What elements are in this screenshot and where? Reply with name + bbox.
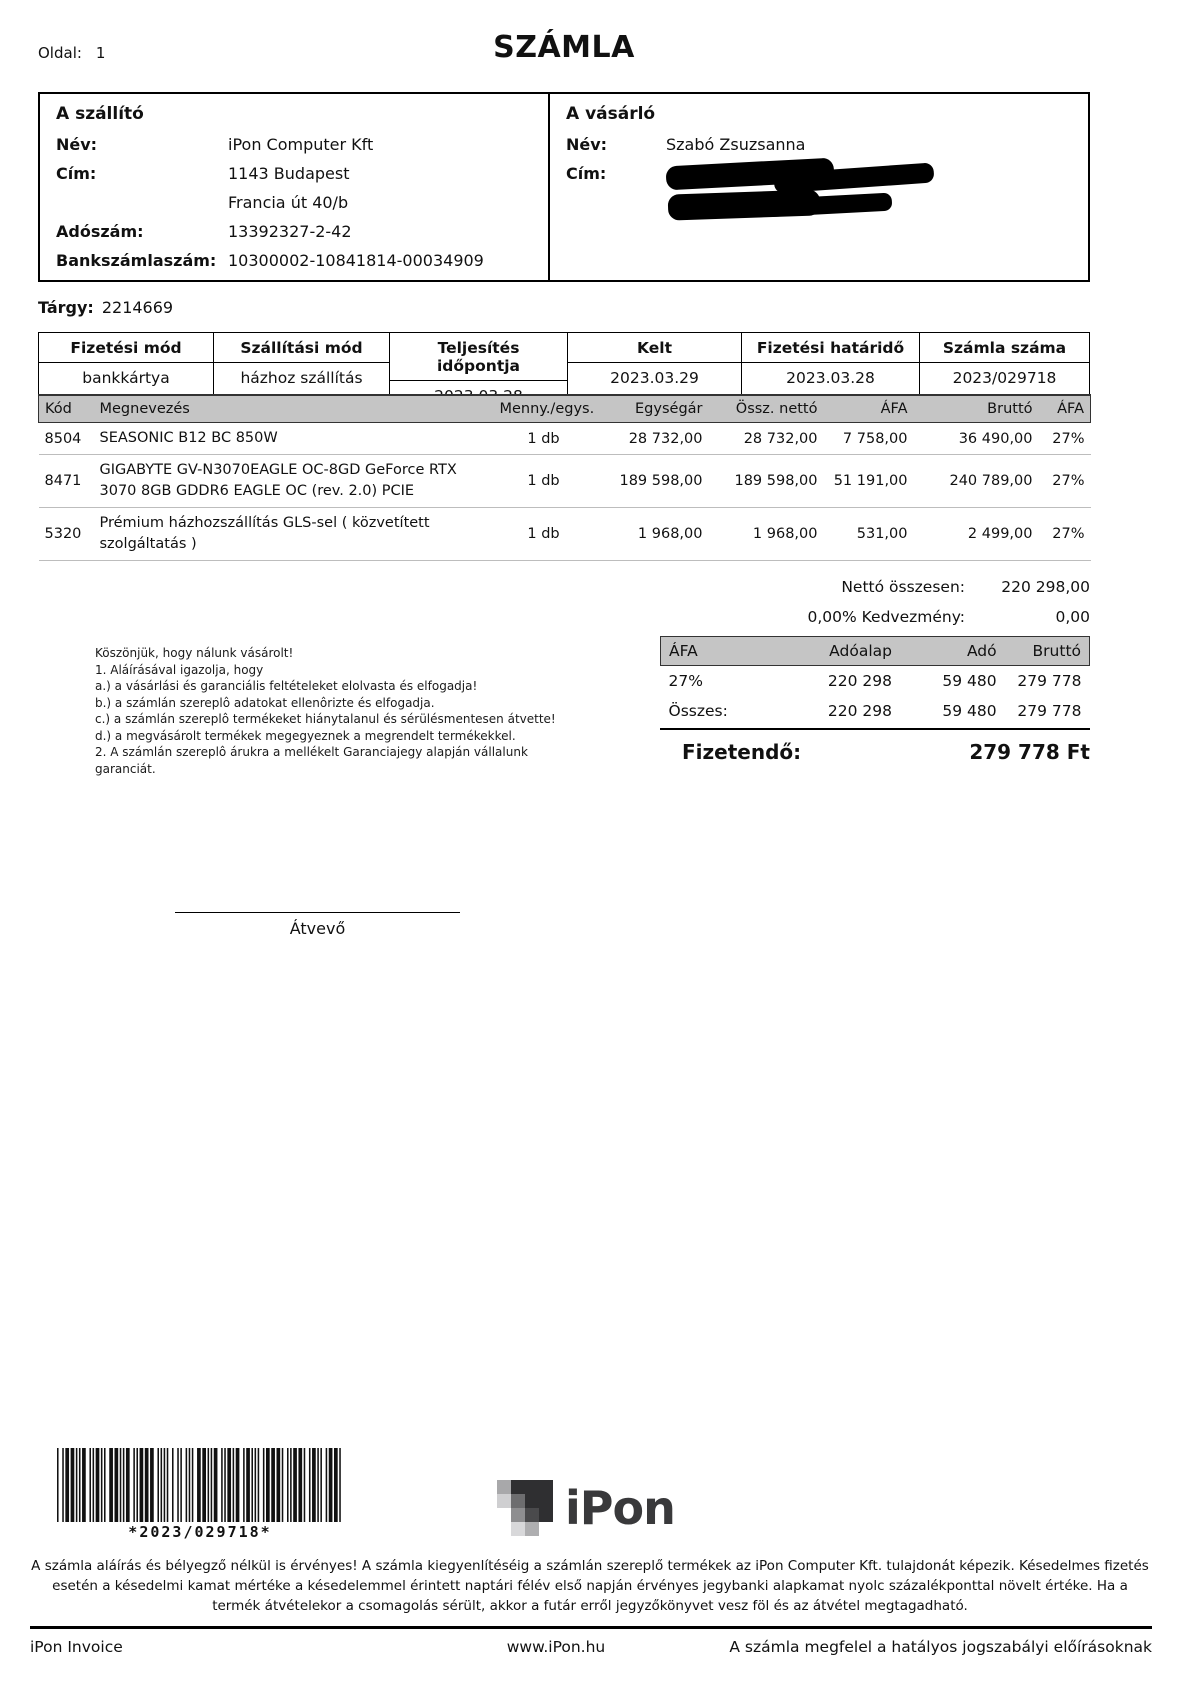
- totals-summary: [660, 572, 1090, 765]
- buyer-section: [550, 94, 1088, 280]
- supplier-section: [40, 94, 550, 280]
- subject-label: Tárgy:: [38, 298, 94, 317]
- supplier-name-value: iPon Computer Kft: [228, 135, 374, 154]
- ipon-pixel-icon: [497, 1480, 553, 1536]
- item-name: Prémium házhozszállítás GLS-sel ( közvetített szolgáltatás ): [94, 508, 494, 561]
- note-line: 2. A számlán szereplô árukra a mellékelt Garanciajegy alapján vállalunk garanciát.: [95, 745, 528, 776]
- signature-line: [175, 912, 460, 913]
- vat-gross: 279 778: [1017, 702, 1082, 720]
- supplier-bank-label: Bankszámlaszám:: [56, 251, 217, 270]
- vat-summary-table: [660, 636, 1090, 726]
- page-label: Oldal:: [38, 44, 82, 62]
- supplier-address-line1: 1143 Budapest: [228, 164, 350, 183]
- page-number: 1: [95, 44, 106, 62]
- table-row: [39, 455, 1091, 508]
- ipon-logo-text: iPon: [565, 1481, 675, 1535]
- buyer-name-label: Név:: [566, 135, 608, 154]
- supplier-address-line2: Francia út 40/b: [228, 193, 349, 212]
- item-net: 28 732,00: [709, 423, 824, 455]
- footer-divider: [30, 1626, 1152, 1629]
- discount-row: [660, 602, 1090, 632]
- footer-website: www.iPon.hu: [506, 1638, 606, 1656]
- item-qty: 1 db: [494, 423, 594, 455]
- vat-tax: 59 480: [942, 672, 997, 690]
- item-unit-price: 28 732,00: [594, 423, 709, 455]
- col-header-net: Össz. nettó: [709, 395, 824, 423]
- buyer-address-redacted: [666, 162, 966, 224]
- meta-value: bankkártya: [82, 369, 170, 387]
- supplier-tax-number: 13392327-2-42: [228, 222, 352, 241]
- meta-value: házhoz szállítás: [240, 369, 363, 387]
- item-vat-rate: 27%: [1039, 455, 1091, 508]
- item-vat-rate: 27%: [1039, 508, 1091, 561]
- meta-header: Szállítási mód: [214, 333, 389, 363]
- supplier-bank-account: 10300002-10841814-00034909: [228, 251, 484, 270]
- ipon-logo: [497, 1480, 675, 1536]
- meta-value: 2023.03.28: [786, 369, 875, 387]
- col-header-gross: Bruttó: [914, 395, 1039, 423]
- item-vat: 51 191,00: [824, 455, 914, 508]
- vat-col-rate: ÁFA: [661, 637, 756, 666]
- payable-row: [660, 728, 1090, 765]
- line-items-table: [38, 394, 1091, 561]
- vat-base: 220 298: [827, 702, 892, 720]
- col-header-vat: ÁFA: [824, 395, 914, 423]
- item-code: 5320: [39, 508, 94, 561]
- meta-header: Teljesítés időpontja: [390, 333, 567, 381]
- items-header-row: [39, 395, 1091, 423]
- subject-value: 2214669: [101, 298, 174, 317]
- meta-header: Kelt: [568, 333, 741, 363]
- meta-value: 2023.03.29: [610, 369, 699, 387]
- document-title: SZÁMLA: [493, 30, 635, 65]
- table-row: [39, 423, 1091, 455]
- signature-block: [175, 912, 460, 938]
- vat-rate: Összes:: [668, 702, 728, 720]
- item-gross: 2 499,00: [914, 508, 1039, 561]
- footer: [30, 1638, 1152, 1656]
- signature-label: Átvevő: [289, 919, 346, 938]
- barcode-text: *2023/029718*: [128, 1523, 272, 1541]
- item-name: GIGABYTE GV-N3070EAGLE OC-8GD GeForce RTX 3070 8GB GDDR6 EAGLE OC (rev. 2.0) PCIE: [94, 455, 494, 508]
- supplier-heading: A szállító: [56, 104, 144, 124]
- table-row: [39, 508, 1091, 561]
- note-line: d.) a megvásárolt termékek megegyeznek a megrendelt termékekkel.: [95, 728, 516, 743]
- discount-label: 0,00% Kedvezmény:: [807, 608, 965, 626]
- item-code: 8471: [39, 455, 94, 508]
- terms-notes: [95, 645, 575, 777]
- vat-gross: 279 778: [1017, 672, 1082, 690]
- legal-disclaimer: A számla aláírás és bélyegző nélkül is érvényes! A számla kiegyenlítéséig a számlán szereplő termékek az iPon Computer Kft. tulajdonát képezik. Késedelmes fizetés esetén a késedelmi kamat mértéke a késedelemmel érintett naptári félév első napján érvényes jegybanki alapkamat nyolc százalékponttal növelt értéke. Ha a termék átvételekor a csomagolás sérült, akkor a futár erről jegyzőkönyvet vesz föl és az átvétel megtagadható.: [31, 1558, 1149, 1614]
- subject-line: [38, 298, 173, 317]
- item-qty: 1 db: [494, 455, 594, 508]
- buyer-heading: A vásárló: [566, 104, 656, 124]
- net-total-label: Nettó összesen:: [841, 578, 965, 596]
- meta-header: Számla száma: [920, 333, 1089, 363]
- net-total-row: [660, 572, 1090, 602]
- supplier-tax-row: [56, 217, 532, 246]
- footer-right: A számla megfelel a hatályos jogszabályi előírásoknak: [729, 1638, 1152, 1656]
- note-line: Köszönjük, hogy nálunk vásárolt!: [95, 646, 294, 660]
- payable-label: Fizetendő:: [682, 740, 802, 764]
- note-line: c.) a számlán szereplô termékeket hiánytalanul és sérülésmentesen átvette!: [95, 712, 556, 726]
- vat-tax: 59 480: [942, 702, 997, 720]
- col-header-unit-price: Egységár: [594, 395, 709, 423]
- item-name: SEASONIC B12 BC 850W: [94, 423, 494, 455]
- item-code: 8504: [39, 423, 94, 455]
- buyer-address-row: [566, 159, 1072, 224]
- vat-col-gross: Bruttó: [1005, 637, 1090, 666]
- vat-col-base: Adóalap: [755, 637, 900, 666]
- supplier-address-label: Cím:: [56, 164, 97, 183]
- net-total-value: 220 298,00: [1001, 578, 1090, 596]
- vat-header-row: [661, 637, 1090, 666]
- invoice-barcode: [50, 1448, 350, 1541]
- supplier-name-row: [56, 130, 532, 159]
- buyer-name-row: [566, 130, 1072, 159]
- col-header-name: Megnevezés: [94, 395, 494, 423]
- vat-rate: 27%: [668, 672, 703, 690]
- footer-left: iPon Invoice: [30, 1638, 123, 1656]
- discount-value: 0,00: [1055, 608, 1090, 626]
- supplier-bank-row: [56, 246, 532, 275]
- parties-box: [38, 92, 1090, 282]
- col-header-vat-rate: ÁFA: [1039, 395, 1091, 423]
- supplier-tax-label: Adószám:: [56, 222, 144, 241]
- supplier-address-row: [56, 159, 532, 188]
- barcode-icon: [50, 1448, 350, 1522]
- item-unit-price: 1 968,00: [594, 508, 709, 561]
- note-line: 1. Aláírásával igazolja, hogy: [95, 662, 264, 677]
- item-net: 189 598,00: [709, 455, 824, 508]
- item-qty: 1 db: [494, 508, 594, 561]
- buyer-address-label: Cím:: [566, 164, 607, 183]
- note-line: a.) a vásárlási és garanciális feltételeket elolvasta és elfogadja!: [95, 679, 478, 693]
- meta-header: Fizetési határidő: [742, 333, 919, 363]
- note-line: b.) a számlán szereplô adatokat ellenôrizte és elfogadja.: [95, 695, 435, 710]
- col-header-qty: Menny./egys.: [494, 395, 594, 423]
- item-vat: 7 758,00: [824, 423, 914, 455]
- table-row: [661, 696, 1090, 726]
- buyer-name-value: Szabó Zsuzsanna: [666, 135, 806, 154]
- item-vat-rate: 27%: [1039, 423, 1091, 455]
- item-gross: 240 789,00: [914, 455, 1039, 508]
- supplier-name-label: Név:: [56, 135, 98, 154]
- item-gross: 36 490,00: [914, 423, 1039, 455]
- meta-header: Fizetési mód: [39, 333, 213, 363]
- item-vat: 531,00: [824, 508, 914, 561]
- col-header-code: Kód: [39, 395, 94, 423]
- supplier-address-row2: [56, 188, 532, 217]
- vat-base: 220 298: [827, 672, 892, 690]
- item-net: 1 968,00: [709, 508, 824, 561]
- vat-col-tax: Adó: [900, 637, 1005, 666]
- payable-value: 279 778 Ft: [969, 740, 1090, 764]
- item-unit-price: 189 598,00: [594, 455, 709, 508]
- table-row: [661, 666, 1090, 697]
- meta-value: 2023/029718: [952, 369, 1057, 387]
